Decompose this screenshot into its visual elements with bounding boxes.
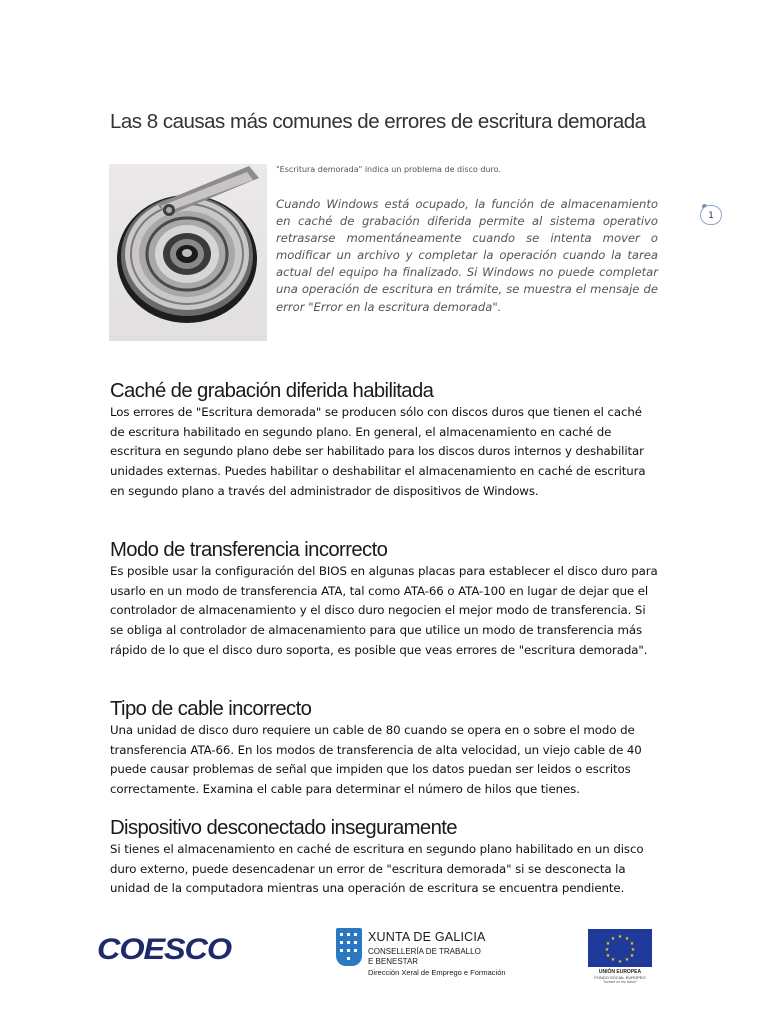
svg-text:★: ★ <box>617 959 623 965</box>
svg-text:★: ★ <box>604 947 610 953</box>
eu-logo <box>587 929 653 987</box>
section-body: Los errores de "Escritura demorada" se producen sólo con discos duros que tienen el caché de escritura habilitado en segundo plano. En general, el almacenamiento en caché de escritura en segundo plano debe ser habilitado para los discos duros internos y deshabilitar unidades externas. Puedes habilitar o deshabilitar el almacenamiento en caché de escritura en segundo plano a través del administrador de dispositivos de Windows. <box>110 405 646 498</box>
svg-text:★: ★ <box>605 953 611 959</box>
xunta-line: E BENESTAR <box>368 957 419 966</box>
xunta-line: Dirección Xeral de Emprego e Formación <box>368 968 506 977</box>
svg-text:★: ★ <box>629 941 635 947</box>
svg-text:★: ★ <box>605 941 611 947</box>
svg-text:★: ★ <box>629 953 635 959</box>
section-cable-type <box>110 697 658 800</box>
svg-text:★: ★ <box>630 947 636 953</box>
section-heading: Caché de grabación diferida habilitada <box>110 380 434 402</box>
image-caption: "Escritura demorada" indica un problema de disco duro. <box>276 165 501 174</box>
xunta-title: XUNTA DE GALICIA <box>368 930 486 944</box>
xunta-shield-icon <box>336 928 362 966</box>
section-body: Una unidad de disco duro requiere un cable de 80 cuando se opera en o sobre el modo de transferencia ATA-66. En los modos de transferencia de alta velocidad, un viejo cable de 40 puede causar problemas de señal que impiden que los datos puedan ser leidos o escritos correctamente. Examina el cable para determinar el número de hilos que tienes. <box>110 723 642 797</box>
svg-text:★: ★ <box>610 936 616 942</box>
hard-disk-image <box>109 164 267 341</box>
svg-text:★: ★ <box>624 936 630 942</box>
eu-line: FONDO SOCIAL EUROPEO <box>594 975 646 980</box>
svg-text:★: ★ <box>610 957 616 963</box>
svg-text:★: ★ <box>617 934 623 940</box>
xunta-logo <box>336 928 526 980</box>
intro-paragraph: Cuando Windows está ocupado, la función de almacenamiento en caché de grabación diferida permite al sistema operativo retrasarse momentáneamente cuando se intenta mover o modificar un archivo y completar la operación cuando la tarea actual del equipo ha finalizado. Si Windows no puede completar una operación de escritura en trámite, se muestra el mensaje de error "Error en la escritura demorada". <box>276 197 658 314</box>
section-heading: Modo de transferencia incorrecto <box>110 539 388 561</box>
eu-line: "Investe no teu futuro" <box>602 980 638 984</box>
section-heading: Dispositivo desconectado inseguramente <box>110 817 457 839</box>
eu-line: UNIÓN EUROPEA <box>598 969 642 975</box>
hard-disk-illustration <box>109 164 267 341</box>
xunta-line: CONSELLERÍA DE TRABALLO <box>368 947 481 956</box>
section-transfer-mode <box>110 538 658 661</box>
page-title: Las 8 causas más comunes de errores de escritura demorada <box>110 110 646 133</box>
coesco-logo: COESCO <box>97 933 231 966</box>
svg-text:★: ★ <box>624 957 630 963</box>
eu-flag-icon <box>588 929 652 967</box>
section-body: Es posible usar la configuración del BIOS en algunas placas para establecer el disco duro para usarlo en un modo de transferencia ATA, tal como ATA-66 o ATA-100 en lugar de dejar que el controlador de almacenamiento y el disco duro negocien el mejor modo de transferencia. Si se obliga al controlador de almacenamiento para que utilice un modo de transferencia más rápido de lo que el disco duro soporta, es posible que veas errores de "escritura demorada". <box>110 564 658 657</box>
section-heading: Tipo de cable incorrecto <box>110 698 312 720</box>
section-body: Si tienes el almacenamiento en caché de escritura en segundo plano habilitado en un disco duro externo, puede desencadenar un error de "escritura demorada" si se desconecta la unidad de la computadora mientras una operación de escritura se encuentra pendiente. <box>110 842 644 896</box>
section-cache <box>110 379 658 502</box>
section-unsafe-disconnect <box>110 816 658 899</box>
page-number-badge: 1 <box>700 205 722 225</box>
